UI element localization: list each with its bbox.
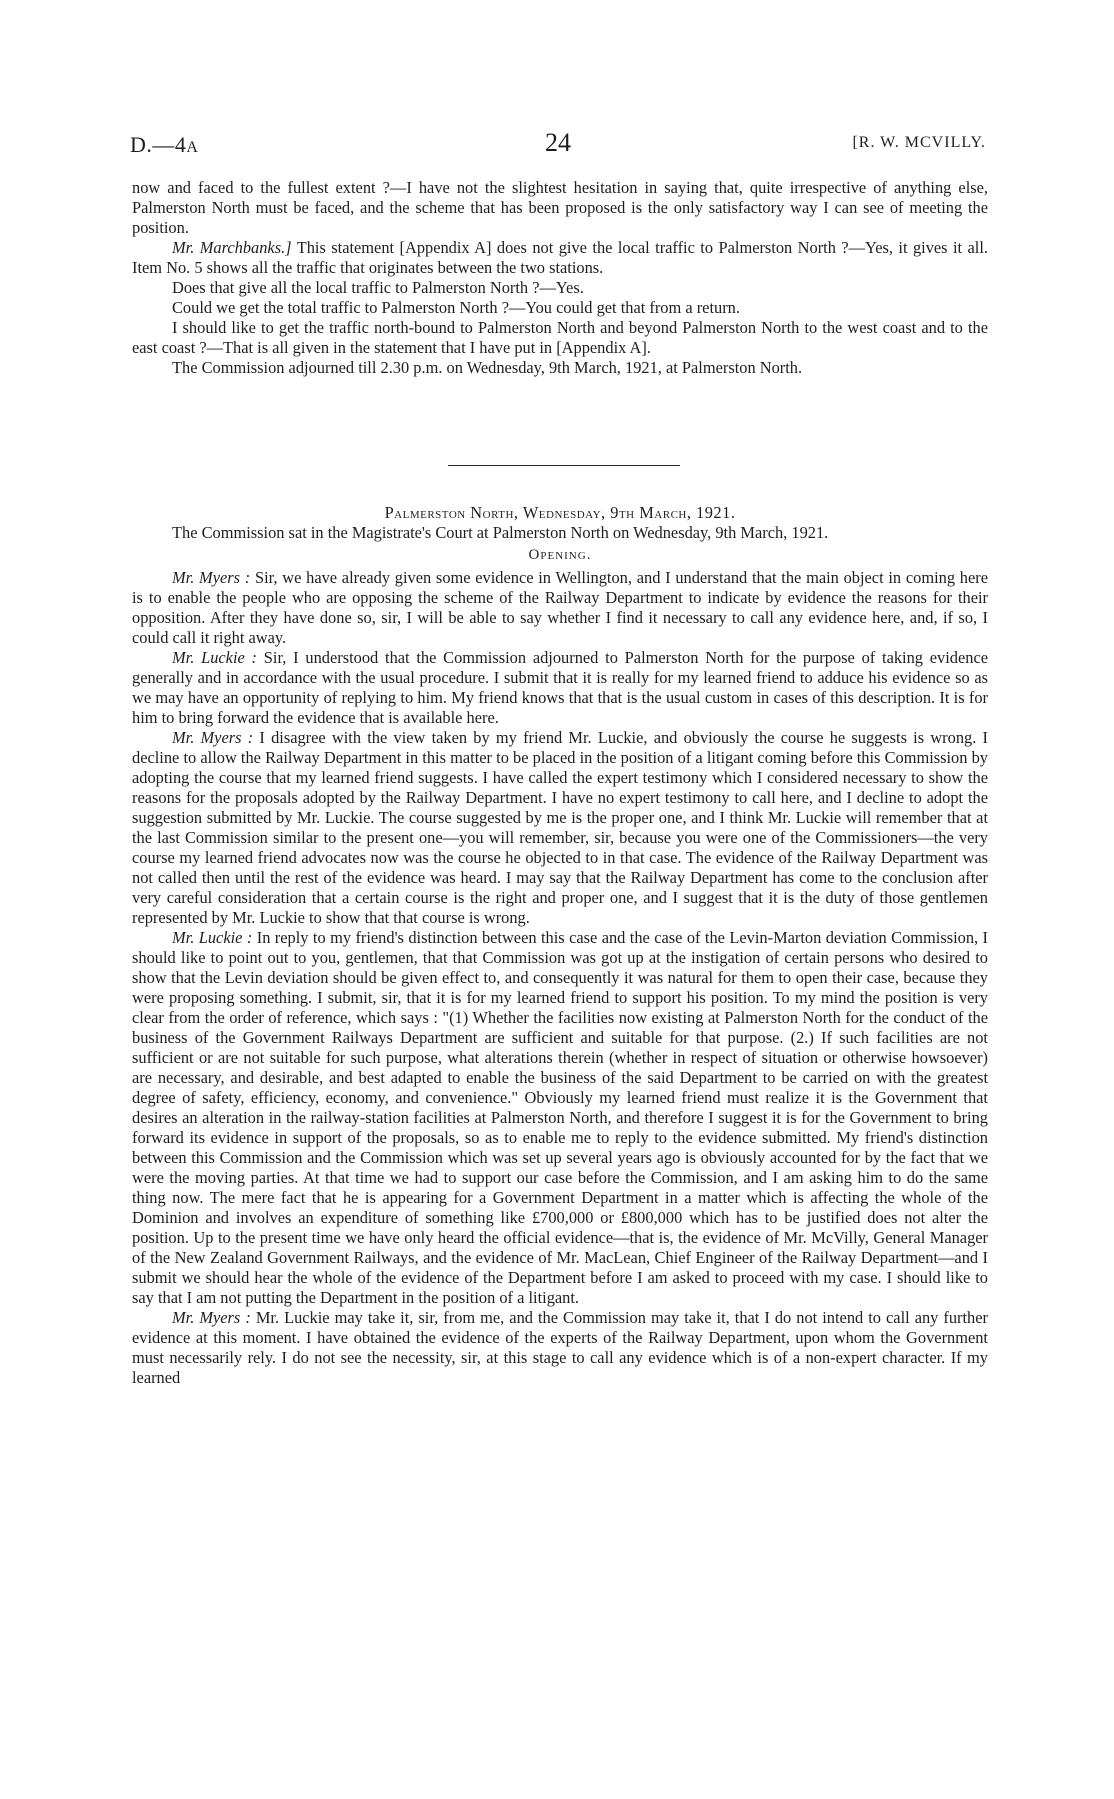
paragraph: Does that give all the local traffic to Palmerston North ?—Yes. [172, 278, 584, 297]
session-intro: The Commission sat in the Magistrate's Court at Palmerston North on Wednesday, 9th March, 1921. [172, 523, 829, 542]
paragraph: Could we get the total traffic to Palmerston North ?—You could get that from a return. [172, 298, 740, 317]
testimony-section [132, 178, 988, 378]
opening-heading: Opening. [528, 547, 592, 563]
paragraph: I should like to get the traffic north-bound to Palmerston North and beyond Palmerston North to the west coast and to the east coast ?—That is all given in the statement that I have put in [Appendix A]. [132, 318, 988, 357]
page-header [130, 128, 986, 166]
running-head: [R. W. MCVILLY. [852, 134, 986, 151]
section-divider [448, 465, 680, 466]
paragraph: Mr. Luckie : In reply to my friend's distinction between this case and the case of the Levin-Marton deviation Commission, I should like to point out to you, gentlemen, that that Commission was got up at the instigation of certain persons who desired to show that the Levin deviation should be given effect to, and consequently it was natural for them to open their case, because they were proposing something. I submit, sir, that it is for my learned friend to support his position. To my mind the position is very clear from the order of reference, which says : "(1) Whether the facilities now existing at Palmerston North for the conduct of the business of the Government Railways Department are sufficient and suitable for that purpose. (2.) If such facilities are not sufficient or are not suitable for such purpose, what alterations therein (whether in respect of situation or otherwise howsoever) are necessary, and desirable, and best adapted to enable the business of the said Department to be carried on with the greatest degree of safety, efficiency, economy, and convenience." Obviously my learned friend must realize it is the Government that desires an alteration in the railway-station facilities at Palmerston North, and therefore I suggest it is for the Government to bring forward its evidence in support of the proposals, so as to enable me to reply to the evidence submitted. My friend's distinction between this Commission and the Commission which was set up several years ago is obviously accounted for by the fact that we were the moving parties. At that time we had to support our case before the Commission, and I am asking him to do the same thing now. The mere fact that he is appearing for a Government Department in a matter which is affecting the whole of the Dominion and involves an expenditure of something like £700,000 or £800,000 which has to be justified does not alter the position. Up to the present time we have only heard the official evidence—that is, the evidence of Mr. McVilly, General Manager of the New Zealand Government Railways, and the evidence of Mr. MacLean, Chief Engineer of the Railway Department—and I submit we should hear the whole of the evidence of the Department before I am asked to proceed with my case. I should like to say that I am not putting the Department in the position of a litigant. [132, 928, 989, 1307]
paragraph: Mr. Myers : I disagree with the view taken by my friend Mr. Luckie, and obviously the course he suggests is wrong. I decline to allow the Railway Department in this matter to be placed in the position of a litigant coming before this Commission by adopting the course that my learned friend suggests. I have called the expert testimony which I considered necessary to show the reasons for the proposals adopted by the Railway Department. I have no expert testimony to call here, and I decline to adopt the suggestion submitted by Mr. Luckie. The course suggested by me is the proper one, and I think Mr. Luckie will remember that at the last Commission similar to the present one—you will remember, sir, because you were one of the Commissioners—the very course my learned friend advocates now was the course he objected to in that case. The evidence of the Railway Department was not called then until the rest of the evidence was heard. I may say that the Railway Department has come to the conclusion after very careful consideration that a certain course is the right and proper one, and I suggest that it is the duty of those gentlemen represented by Mr. Luckie to show that that course is wrong. [132, 728, 988, 927]
paragraph: Mr. Marchbanks.] This statement [Appendix A] does not give the local traffic to Palmerston North ?—Yes, it gives it all. Item No. 5 shows all the traffic that originates between the two stations. [132, 238, 988, 277]
page-number: 24 [545, 128, 571, 157]
paragraph: now and faced to the fullest extent ?—I have not the slightest hesitation in saying that, quite irrespective of anything else, Palmerston North must be faced, and the scheme that has been proposed is the only satisfactory way I can see of meeting the position. [132, 178, 988, 237]
paragraph: Mr. Myers : Mr. Luckie may take it, sir, from me, and the Commission may take it, that I do not intend to call any further evidence at this moment. I have obtained the evidence of the experts of the Railway Department, upon whom the Government must necessarily rely. I do not see the necessity, sir, at this stage to call any evidence which is of a non-expert character. If my learned [132, 1308, 988, 1387]
paragraph: The Commission adjourned till 2.30 p.m. on Wednesday, 9th March, 1921, at Palmerston North. [172, 358, 803, 377]
paragraph: Mr. Luckie : Sir, I understood that the Commission adjourned to Palmerston North for the purpose of taking evidence generally and in accordance with the usual procedure. I submit that it is really for my learned friend to adduce his evidence so as we may have an opportunity of replying to him. My friend knows that that is the usual custom in cases of this description. It is for him to bring forward the evidence that is available here. [132, 648, 989, 727]
paragraph: Mr. Myers : Sir, we have already given some evidence in Wellington, and I understand that the main object in coming here is to enable the people who are opposing the scheme of the Railway Department to indicate by evidence the reasons for their opposition. After they have done so, sir, I will be able to say whether I find it necessary to call any evidence here, and, if so, I could call it right away. [132, 568, 988, 647]
session-section [132, 502, 988, 1388]
session-heading: Palmerston North, Wednesday, 9th March, 1921. [384, 503, 736, 522]
paper-reference: D.—4A [130, 132, 199, 157]
